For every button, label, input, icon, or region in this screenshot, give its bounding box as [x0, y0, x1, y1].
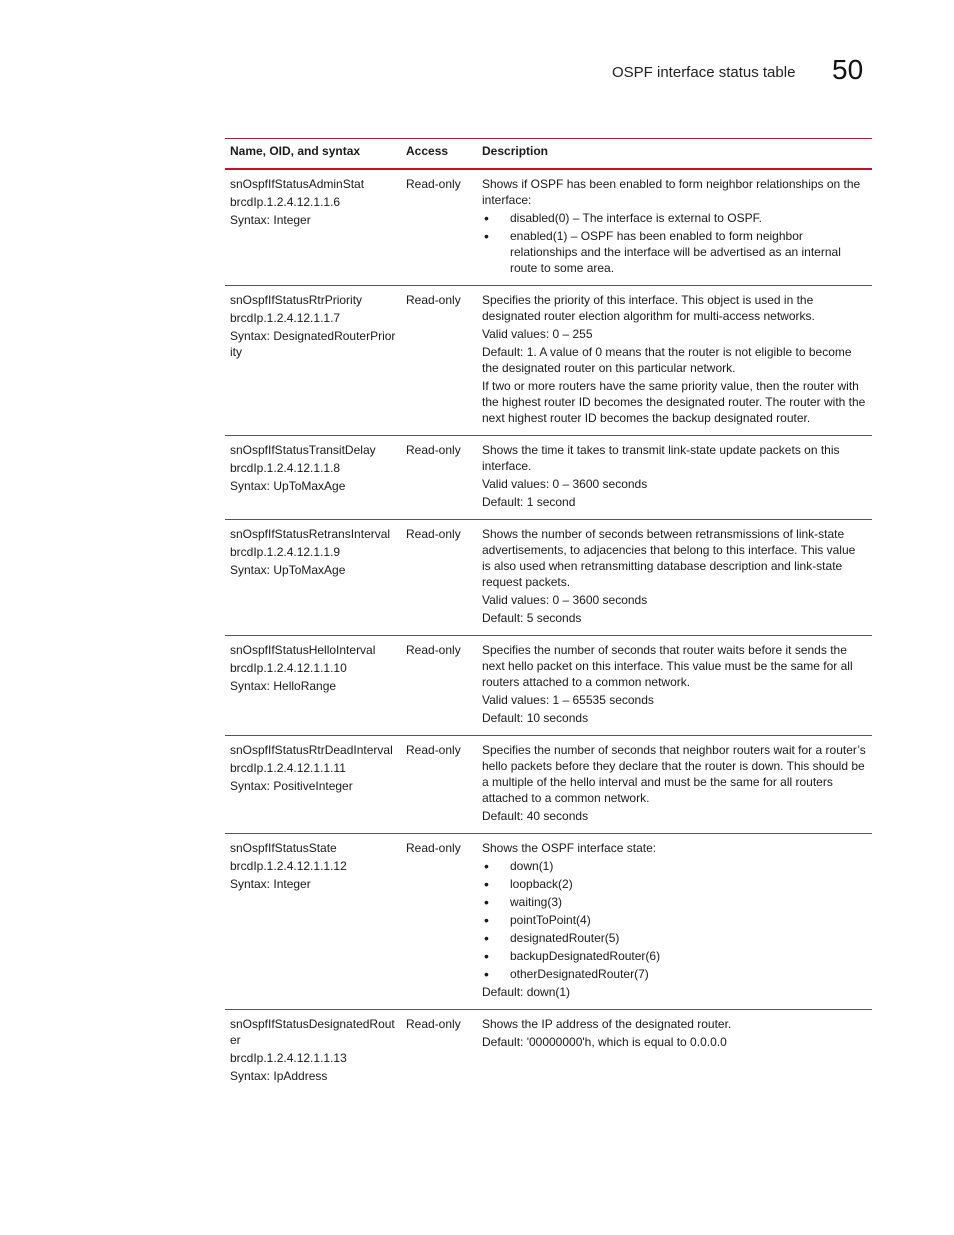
- table-row: [225, 736, 872, 834]
- object-syntax: Syntax: DesignatedRouterPriority: [230, 329, 396, 359]
- column-header-description: Description: [477, 139, 872, 170]
- table-row: [225, 834, 872, 1010]
- cell-access: Read-only: [401, 286, 477, 436]
- cell-access: Read-only: [401, 520, 477, 636]
- cell-description: [477, 736, 872, 834]
- description-paragraph: Default: '00000000'h, which is equal to 0.0.0.0: [482, 1035, 727, 1049]
- description-paragraph: Valid values: 0 – 255: [482, 327, 593, 341]
- bullet-item: [482, 210, 867, 226]
- description-paragraph: Default: 10 seconds: [482, 711, 589, 725]
- bullet-list: [482, 858, 867, 982]
- object-syntax: Syntax: UpToMaxAge: [230, 563, 346, 577]
- cell-name-oid-syntax: [225, 636, 401, 736]
- column-header-access: Access: [401, 139, 477, 170]
- bullet-icon: •: [484, 210, 489, 226]
- object-oid: brcdIp.1.2.4.12.1.1.11: [230, 761, 346, 775]
- cell-description: [477, 286, 872, 436]
- bullet-icon: •: [484, 930, 489, 946]
- cell-name-oid-syntax: [225, 520, 401, 636]
- bullet-text: enabled(1) – OSPF has been enabled to form neighbor relationships and the interface will be advertised as an internal route to some area.: [510, 229, 841, 275]
- object-syntax: Syntax: UpToMaxAge: [230, 479, 346, 493]
- description-paragraph: Shows the IP address of the designated router.: [482, 1017, 732, 1031]
- cell-access: Read-only: [401, 736, 477, 834]
- object-name: snOspfIfStatusHelloInterval: [230, 643, 376, 657]
- table-row: [225, 169, 872, 286]
- table-row: [225, 636, 872, 736]
- description-paragraph: Default: 1. A value of 0 means that the router is not eligible to become the designated router on this particular network.: [482, 345, 852, 375]
- object-oid: brcdIp.1.2.4.12.1.1.6: [230, 195, 341, 209]
- object-name: snOspfIfStatusRetransInterval: [230, 527, 391, 541]
- description-paragraph: Default: 1 second: [482, 495, 576, 509]
- bullet-icon: •: [484, 912, 489, 928]
- description-paragraph: Valid values: 1 – 65535 seconds: [482, 693, 654, 707]
- bullet-item: [482, 876, 867, 892]
- object-syntax: Syntax: Integer: [230, 877, 311, 891]
- bullet-text: otherDesignatedRouter(7): [510, 967, 649, 981]
- bullet-list: [482, 210, 867, 276]
- description-paragraph: Valid values: 0 – 3600 seconds: [482, 593, 648, 607]
- object-oid: brcdIp.1.2.4.12.1.1.13: [230, 1051, 347, 1065]
- object-syntax: Syntax: HelloRange: [230, 679, 337, 693]
- object-syntax: Syntax: IpAddress: [230, 1069, 328, 1083]
- chapter-number: 50: [832, 54, 864, 85]
- cell-access: Read-only: [401, 636, 477, 736]
- bullet-item: [482, 930, 867, 946]
- cell-description: [477, 169, 872, 286]
- table-header-row: [225, 139, 872, 170]
- cell-name-oid-syntax: [225, 436, 401, 520]
- cell-name-oid-syntax: [225, 1010, 401, 1094]
- description-paragraph: Shows the number of seconds between retransmissions of link-state advertisements, to adjacencies that belong to this interface. This value is also used when retransmitting database description and link-state request packets.: [482, 527, 856, 589]
- bullet-icon: •: [484, 894, 489, 910]
- column-header-name: Name, OID, and syntax: [225, 139, 401, 170]
- object-syntax: Syntax: Integer: [230, 213, 311, 227]
- cell-description: [477, 834, 872, 1010]
- description-paragraph: Default: 40 seconds: [482, 809, 589, 823]
- bullet-text: backupDesignatedRouter(6): [510, 949, 661, 963]
- object-oid: brcdIp.1.2.4.12.1.1.9: [230, 545, 341, 559]
- object-name: snOspfIfStatusState: [230, 841, 337, 855]
- description-paragraph: Specifies the number of seconds that neighbor routers wait for a router’s hello packets before they declare that the router is down. This should be a multiple of the hello interval and must be the same for all routers attached to a common network.: [482, 743, 866, 805]
- object-name: snOspfIfStatusRtrDeadInterval: [230, 743, 393, 757]
- description-paragraph: Shows the OSPF interface state:: [482, 841, 657, 855]
- object-oid: brcdIp.1.2.4.12.1.1.7: [230, 311, 341, 325]
- bullet-text: loopback(2): [510, 877, 573, 891]
- table-row: [225, 286, 872, 436]
- bullet-item: [482, 948, 867, 964]
- bullet-item: [482, 228, 867, 276]
- description-paragraph: Default: down(1): [482, 985, 571, 999]
- bullet-text: disabled(0) – The interface is external to OSPF.: [510, 211, 762, 225]
- object-oid: brcdIp.1.2.4.12.1.1.12: [230, 859, 347, 873]
- table-row: [225, 520, 872, 636]
- cell-access: Read-only: [401, 436, 477, 520]
- description-paragraph: Shows the time it takes to transmit link-state update packets on this interface.: [482, 443, 840, 473]
- bullet-icon: •: [484, 876, 489, 892]
- description-paragraph: Valid values: 0 – 3600 seconds: [482, 477, 648, 491]
- description-paragraph: Default: 5 seconds: [482, 611, 582, 625]
- bullet-icon: •: [484, 228, 489, 244]
- bullet-item: [482, 894, 867, 910]
- table-row: [225, 1010, 872, 1094]
- description-paragraph: If two or more routers have the same priority value, then the router with the highest router ID becomes the designated router. The router with the next highest router ID becomes the backup designated router.: [482, 379, 866, 425]
- object-name: snOspfIfStatusTransitDelay: [230, 443, 376, 457]
- bullet-icon: •: [484, 948, 489, 964]
- bullet-text: designatedRouter(5): [510, 931, 620, 945]
- bullet-icon: •: [484, 858, 489, 874]
- cell-description: [477, 520, 872, 636]
- cell-description: [477, 636, 872, 736]
- running-head-title: OSPF interface status table: [612, 64, 796, 81]
- cell-access: Read-only: [401, 169, 477, 286]
- object-syntax: Syntax: PositiveInteger: [230, 779, 353, 793]
- cell-name-oid-syntax: [225, 736, 401, 834]
- cell-access: Read-only: [401, 834, 477, 1010]
- cell-name-oid-syntax: [225, 286, 401, 436]
- object-name: snOspfIfStatusRtrPriority: [230, 293, 363, 307]
- table-row: [225, 436, 872, 520]
- cell-access: Read-only: [406, 1017, 461, 1031]
- bullet-text: waiting(3): [510, 895, 563, 909]
- cell-name-oid-syntax: [225, 169, 401, 286]
- mib-objects-table: [225, 138, 872, 1093]
- cell-description: [477, 1010, 872, 1094]
- object-oid: brcdIp.1.2.4.12.1.1.10: [230, 661, 347, 675]
- bullet-text: pointToPoint(4): [510, 913, 591, 927]
- cell-description: [477, 436, 872, 520]
- bullet-item: [482, 858, 867, 874]
- description-paragraph: Specifies the number of seconds that router waits before it sends the next hello packet on this interface. This value must be the same for all routers attached to a common network.: [482, 643, 853, 689]
- bullet-icon: •: [484, 966, 489, 982]
- bullet-text: down(1): [510, 859, 554, 873]
- description-paragraph: Shows if OSPF has been enabled to form neighbor relationships on the interface:: [482, 177, 861, 207]
- object-name: snOspfIfStatusAdminStat: [230, 177, 365, 191]
- object-name: snOspfIfStatusDesignatedRouter: [230, 1017, 395, 1047]
- object-oid: brcdIp.1.2.4.12.1.1.8: [230, 461, 341, 475]
- bullet-item: [482, 966, 867, 982]
- cell-name-oid-syntax: [225, 834, 401, 1010]
- bullet-item: [482, 912, 867, 928]
- description-paragraph: Specifies the priority of this interface. This object is used in the designated router election algorithm for multi-access networks.: [482, 293, 815, 323]
